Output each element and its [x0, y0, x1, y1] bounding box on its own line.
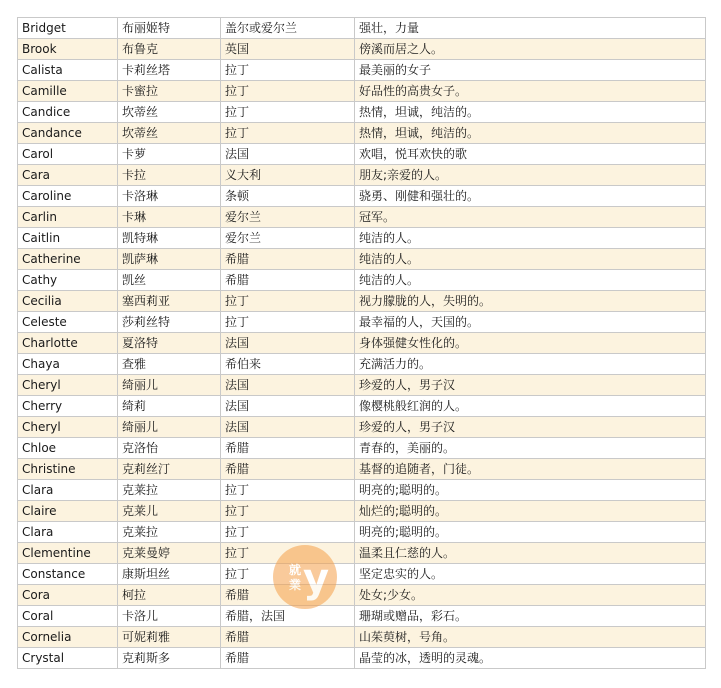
origin-cell: 希腊	[221, 627, 355, 648]
table-row	[18, 39, 706, 60]
meaning-cell: 珍爱的人，男子汉	[355, 375, 706, 396]
chinese-name-cell: 绮丽儿	[118, 375, 221, 396]
meaning-cell: 明亮的;聪明的。	[355, 522, 706, 543]
english-name-cell: Cheryl	[18, 375, 118, 396]
table-row	[18, 144, 706, 165]
meaning-cell: 傍溪而居之人。	[355, 39, 706, 60]
table-row	[18, 18, 706, 39]
table-row	[18, 102, 706, 123]
origin-cell: 拉丁	[221, 522, 355, 543]
origin-cell: 拉丁	[221, 543, 355, 564]
meaning-cell: 视力朦胧的人，失明的。	[355, 291, 706, 312]
meaning-cell: 冠军。	[355, 207, 706, 228]
meaning-cell: 晶莹的冰，透明的灵魂。	[355, 648, 706, 669]
english-name-cell: Catherine	[18, 249, 118, 270]
meaning-cell: 好品性的高贵女子。	[355, 81, 706, 102]
meaning-cell: 充满活力的。	[355, 354, 706, 375]
table-row	[18, 186, 706, 207]
origin-cell: 希腊	[221, 270, 355, 291]
english-name-cell: Cornelia	[18, 627, 118, 648]
chinese-name-cell: 卡莉丝塔	[118, 60, 221, 81]
chinese-name-cell: 查雅	[118, 354, 221, 375]
english-name-cell: Cathy	[18, 270, 118, 291]
table-row	[18, 60, 706, 81]
meaning-cell: 身体强健女性化的。	[355, 333, 706, 354]
names-table	[17, 17, 706, 669]
origin-cell: 希腊	[221, 438, 355, 459]
table-row	[18, 480, 706, 501]
english-name-cell: Clara	[18, 480, 118, 501]
english-name-cell: Cara	[18, 165, 118, 186]
english-name-cell: Chaya	[18, 354, 118, 375]
origin-cell: 希腊，法国	[221, 606, 355, 627]
english-name-cell: Brook	[18, 39, 118, 60]
origin-cell: 拉丁	[221, 480, 355, 501]
meaning-cell: 处女;少女。	[355, 585, 706, 606]
chinese-name-cell: 柯拉	[118, 585, 221, 606]
origin-cell: 爱尔兰	[221, 207, 355, 228]
meaning-cell: 朋友;亲爱的人。	[355, 165, 706, 186]
watermark-logo	[272, 544, 338, 610]
origin-cell: 法国	[221, 396, 355, 417]
origin-cell: 希伯来	[221, 354, 355, 375]
meaning-cell: 山茱萸树，号角。	[355, 627, 706, 648]
table-row	[18, 585, 706, 606]
table-row	[18, 228, 706, 249]
english-name-cell: Chloe	[18, 438, 118, 459]
table-row	[18, 417, 706, 438]
chinese-name-cell: 夏洛特	[118, 333, 221, 354]
origin-cell: 拉丁	[221, 564, 355, 585]
english-name-cell: Candance	[18, 123, 118, 144]
english-name-cell: Coral	[18, 606, 118, 627]
origin-cell: 拉丁	[221, 81, 355, 102]
english-name-cell: Claire	[18, 501, 118, 522]
chinese-name-cell: 凯特琳	[118, 228, 221, 249]
svg-text:業: 業	[289, 578, 302, 592]
origin-cell: 英国	[221, 39, 355, 60]
chinese-name-cell: 绮莉	[118, 396, 221, 417]
meaning-cell: 纯洁的人。	[355, 270, 706, 291]
origin-cell: 拉丁	[221, 123, 355, 144]
origin-cell: 法国	[221, 333, 355, 354]
meaning-cell: 最美丽的女子	[355, 60, 706, 81]
svg-text:y: y	[303, 556, 330, 602]
english-name-cell: Crystal	[18, 648, 118, 669]
english-name-cell: Clementine	[18, 543, 118, 564]
table-row	[18, 123, 706, 144]
chinese-name-cell: 克莉丝汀	[118, 459, 221, 480]
meaning-cell: 温柔且仁慈的人。	[355, 543, 706, 564]
english-name-cell: Cora	[18, 585, 118, 606]
origin-cell: 希腊	[221, 585, 355, 606]
english-name-cell: Caroline	[18, 186, 118, 207]
meaning-cell: 基督的追随者，门徒。	[355, 459, 706, 480]
table-row	[18, 648, 706, 669]
origin-cell: 拉丁	[221, 291, 355, 312]
english-name-cell: Carol	[18, 144, 118, 165]
table-row	[18, 249, 706, 270]
table-row	[18, 270, 706, 291]
table-row	[18, 165, 706, 186]
meaning-cell: 热情，坦诚，纯洁的。	[355, 102, 706, 123]
meaning-cell: 纯洁的人。	[355, 249, 706, 270]
chinese-name-cell: 康斯坦丝	[118, 564, 221, 585]
meaning-cell: 强壮，力量	[355, 18, 706, 39]
chinese-name-cell: 卡拉	[118, 165, 221, 186]
meaning-cell: 骁勇、刚健和强壮的。	[355, 186, 706, 207]
chinese-name-cell: 克莱曼婷	[118, 543, 221, 564]
meaning-cell: 纯洁的人。	[355, 228, 706, 249]
meaning-cell: 热情，坦诚，纯洁的。	[355, 123, 706, 144]
english-name-cell: Clara	[18, 522, 118, 543]
chinese-name-cell: 绮丽儿	[118, 417, 221, 438]
names-table-body	[18, 18, 706, 669]
meaning-cell: 珊瑚或赠品，彩石。	[355, 606, 706, 627]
chinese-name-cell: 坎蒂丝	[118, 123, 221, 144]
origin-cell: 爱尔兰	[221, 228, 355, 249]
english-name-cell: Celeste	[18, 312, 118, 333]
english-name-cell: Bridget	[18, 18, 118, 39]
table-row	[18, 396, 706, 417]
table-row	[18, 354, 706, 375]
chinese-name-cell: 卡洛琳	[118, 186, 221, 207]
english-name-cell: Constance	[18, 564, 118, 585]
table-row	[18, 522, 706, 543]
chinese-name-cell: 克莱拉	[118, 522, 221, 543]
chinese-name-cell: 塞西莉亚	[118, 291, 221, 312]
chinese-name-cell: 克洛怡	[118, 438, 221, 459]
chinese-name-cell: 坎蒂丝	[118, 102, 221, 123]
chinese-name-cell: 卡萝	[118, 144, 221, 165]
table-row	[18, 375, 706, 396]
english-name-cell: Cecilia	[18, 291, 118, 312]
table-row	[18, 291, 706, 312]
english-name-cell: Candice	[18, 102, 118, 123]
origin-cell: 法国	[221, 144, 355, 165]
table-row	[18, 207, 706, 228]
table-row	[18, 459, 706, 480]
meaning-cell: 坚定忠实的人。	[355, 564, 706, 585]
meaning-cell: 明亮的;聪明的。	[355, 480, 706, 501]
table-row	[18, 543, 706, 564]
english-name-cell: Charlotte	[18, 333, 118, 354]
origin-cell: 希腊	[221, 249, 355, 270]
meaning-cell: 像樱桃般红润的人。	[355, 396, 706, 417]
chinese-name-cell: 克莱拉	[118, 480, 221, 501]
english-name-cell: Calista	[18, 60, 118, 81]
chinese-name-cell: 克莱儿	[118, 501, 221, 522]
english-name-cell: Christine	[18, 459, 118, 480]
origin-cell: 法国	[221, 417, 355, 438]
chinese-name-cell: 可妮莉雅	[118, 627, 221, 648]
table-row	[18, 627, 706, 648]
chinese-name-cell: 凯萨琳	[118, 249, 221, 270]
table-row	[18, 333, 706, 354]
english-name-cell: Caitlin	[18, 228, 118, 249]
chinese-name-cell: 卡蜜拉	[118, 81, 221, 102]
origin-cell: 希腊	[221, 648, 355, 669]
origin-cell: 希腊	[221, 459, 355, 480]
origin-cell: 拉丁	[221, 102, 355, 123]
origin-cell: 拉丁	[221, 501, 355, 522]
chinese-name-cell: 布丽姬特	[118, 18, 221, 39]
english-name-cell: Carlin	[18, 207, 118, 228]
table-row	[18, 438, 706, 459]
meaning-cell: 青春的，美丽的。	[355, 438, 706, 459]
origin-cell: 拉丁	[221, 60, 355, 81]
meaning-cell: 灿烂的;聪明的。	[355, 501, 706, 522]
chinese-name-cell: 布鲁克	[118, 39, 221, 60]
meaning-cell: 欢唱，悦耳欢快的歌	[355, 144, 706, 165]
meaning-cell: 最幸福的人，天国的。	[355, 312, 706, 333]
chinese-name-cell: 卡琳	[118, 207, 221, 228]
table-row	[18, 312, 706, 333]
english-name-cell: Cheryl	[18, 417, 118, 438]
english-name-cell: Camille	[18, 81, 118, 102]
origin-cell: 义大利	[221, 165, 355, 186]
table-row	[18, 501, 706, 522]
chinese-name-cell: 卡洛儿	[118, 606, 221, 627]
table-row	[18, 81, 706, 102]
origin-cell: 法国	[221, 375, 355, 396]
english-name-cell: Cherry	[18, 396, 118, 417]
chinese-name-cell: 克莉斯多	[118, 648, 221, 669]
origin-cell: 条顿	[221, 186, 355, 207]
svg-text:就: 就	[289, 563, 302, 577]
names-sheet	[17, 17, 705, 669]
chinese-name-cell: 凯丝	[118, 270, 221, 291]
meaning-cell: 珍爱的人，男子汉	[355, 417, 706, 438]
table-row	[18, 564, 706, 585]
origin-cell: 盖尔或爱尔兰	[221, 18, 355, 39]
origin-cell: 拉丁	[221, 312, 355, 333]
chinese-name-cell: 莎莉丝特	[118, 312, 221, 333]
table-row	[18, 606, 706, 627]
